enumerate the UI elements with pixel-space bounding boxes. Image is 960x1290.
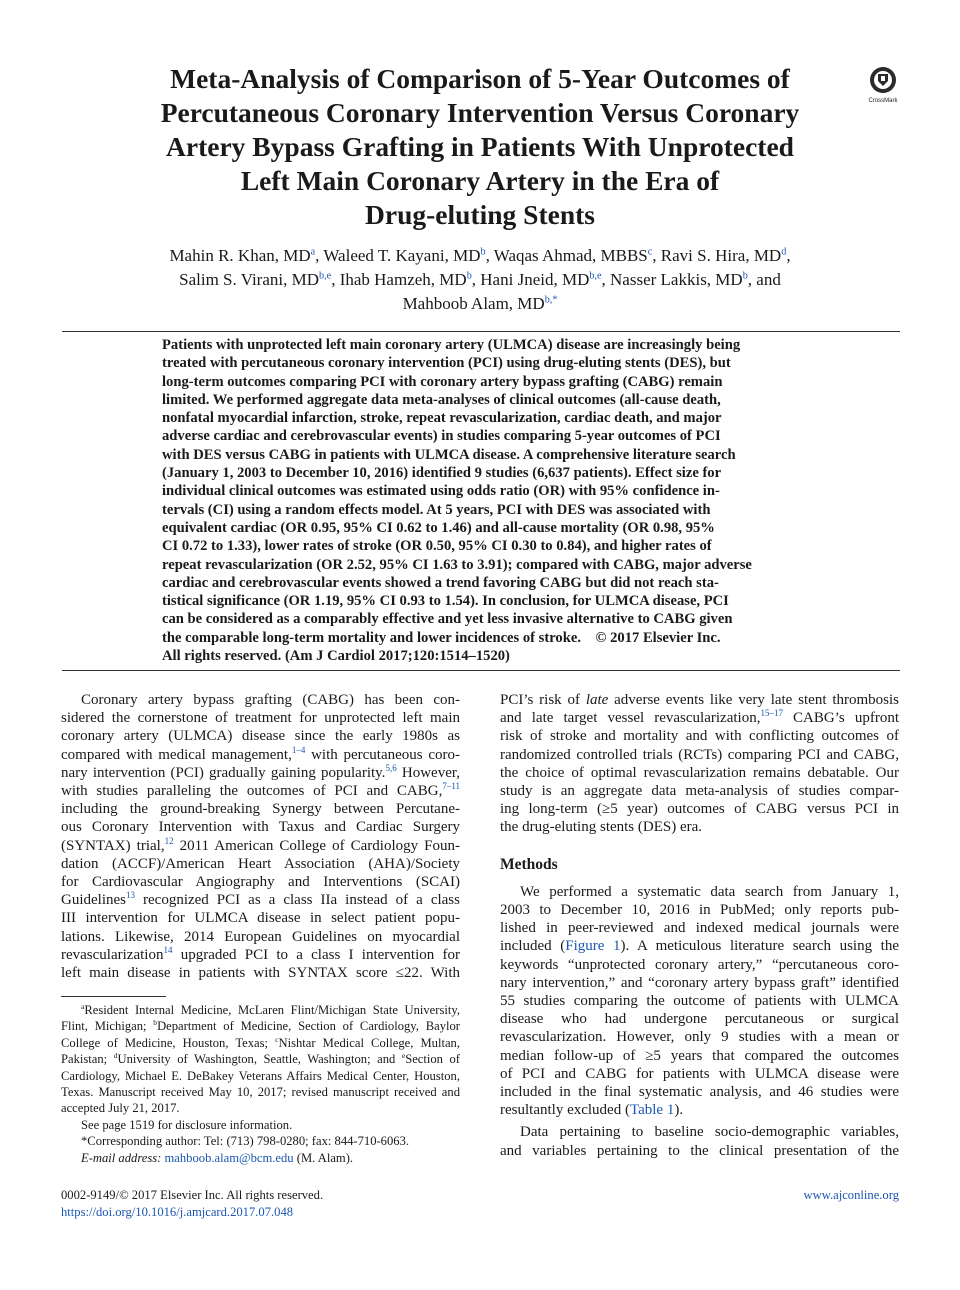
affiliation-ref[interactable]: c <box>647 246 653 258</box>
abstract-line: adverse cardiac and cerebrovascular events) in studies comparing 5-year outcomes of PCI <box>162 428 721 445</box>
title-line: Artery Bypass Grafting in Patients With Unprotected <box>166 131 794 162</box>
text-segment: with percutaneous coro- <box>305 746 460 763</box>
abstract-line: (January 1, 2003 to December 10, 2016) identified 9 studies (6,637 patients). Effect size for <box>162 465 722 482</box>
text-line: lished in peer-reviewed and indexed medical journals were <box>500 920 899 937</box>
author-name: Waqas Ahmad, MBBS <box>493 246 648 265</box>
text-line: left main disease in patients with SYNTAX score ≤22. With <box>61 965 460 982</box>
footnote-rule <box>61 996 166 997</box>
abstract-line: with DES versus CABG in patients with ULMCA disease. A comprehensive literature search <box>162 446 736 463</box>
text-segment: ). A meticulous literature search using the <box>620 938 899 955</box>
text-line: 55 studies comparing the outcome of patients with ULMCA <box>500 993 899 1010</box>
text-line: nary intervention,” and “coronary artery bypass graft” identified <box>500 974 899 991</box>
affiliation-ref[interactable]: b,e <box>589 270 602 282</box>
affiliation-ref[interactable]: b <box>742 270 748 282</box>
figure-link[interactable]: Figure 1 <box>565 938 621 955</box>
doi-link[interactable]: https://doi.org/10.1016/j.amjcard.2017.07.048 <box>61 1204 294 1219</box>
issn-copyright: 0002-9149/© 2017 Elsevier Inc. All rights reserved. <box>61 1188 324 1202</box>
abstract-line: cardiac and cerebrovascular events showed a trend favoring CABG but did not reach sta- <box>162 574 719 591</box>
footnote-line: accepted July 21, 2017. <box>61 1101 180 1116</box>
text-line: the choice of optimal revascularization remains debatable. Our <box>500 764 899 781</box>
abstract-line: individual clinical outcomes was estimated using odds ratio (OR) with 95% confidence in- <box>162 483 720 500</box>
text-segment: Guidelines <box>61 892 126 909</box>
email-label: E-mail address: <box>81 1150 162 1165</box>
abstract-line: nonfatal myocardial infarction, stroke, repeat revascularization, cardiac death, and major <box>162 410 722 427</box>
text-line: coronary artery (ULMCA) disease since the early 1980s as <box>61 728 460 745</box>
title-line: Meta-Analysis of Comparison of 5-Year Outcomes of <box>170 63 790 94</box>
abstract-line: long-term outcomes comparing PCI with coronary artery bypass grafting (CABG) remain <box>162 373 723 390</box>
author-name: Hani Jneid, MD <box>480 270 590 289</box>
affiliation-mark: b <box>153 1018 158 1028</box>
table-link[interactable]: Table 1 <box>629 1102 675 1119</box>
abstract-line: tervals (CI) using a random effects model. At 5 years, PCI with DES was associated with <box>162 501 711 518</box>
footnote-line: *Corresponding author: Tel: (713) 798-0280; fax: 844-710-6063. <box>81 1134 410 1149</box>
affiliation-footnotes <box>61 1002 460 1166</box>
text-segment: with studies paralleling the outcomes of PCI and CABG, <box>61 783 443 800</box>
text-line <box>500 709 899 727</box>
text-line: sidered the cornerstone of treatment for unprotected left main <box>61 710 460 727</box>
citation-link[interactable]: 12 <box>164 835 174 846</box>
author-list <box>60 244 900 316</box>
affiliation-ref[interactable]: a <box>310 246 316 258</box>
text-line <box>61 764 460 782</box>
separator: , <box>601 270 611 289</box>
text-segment: PCI’s risk of <box>500 692 586 708</box>
footnote-line: Cardiology, Michael E. DeBakey Veterans Affairs Medical Center, Houston, <box>61 1068 460 1083</box>
text-line: including the ground-breaking Synergy between Percutane- <box>61 801 460 818</box>
author-name: Salim S. Virani, MD <box>179 270 320 289</box>
text-line: We performed a systematic data search from January 1, <box>520 883 899 900</box>
title-line: Left Main Coronary Artery in the Era of <box>240 165 720 196</box>
footnote-line <box>61 1018 460 1034</box>
citation-link[interactable]: 5,6 <box>385 762 397 773</box>
footnote-line <box>61 1051 460 1067</box>
separator: , <box>315 246 324 265</box>
abstract-line: equivalent cardiac (OR 0.95, 95% CI 0.62 to 1.46) and all-cause mortality (OR 0.98, 95% <box>162 519 715 536</box>
text-line: keywords “unprotected coronary artery,” “percutaneous coro- <box>500 956 899 973</box>
text-line: of PCI and CABG for patients with ULMCA disease were <box>500 1065 899 1082</box>
footer-left <box>61 1187 323 1220</box>
article-title <box>100 62 860 232</box>
text-line <box>61 837 460 855</box>
text-segment: compared with medical management, <box>61 746 292 763</box>
text-line: Data pertaining to baseline socio-demographic variables, <box>520 1124 899 1141</box>
text-segment: CABG’s upfront <box>782 710 899 727</box>
crossmark-icon <box>869 66 897 94</box>
title-line: Percutaneous Coronary Intervention Versus Coronary <box>160 97 800 128</box>
text-line: Coronary artery bypass grafting (CABG) has been con- <box>81 692 460 708</box>
text-line <box>61 782 460 800</box>
text-segment: nary intervention (PCI) gradually gaining popularity. <box>61 764 386 781</box>
text-line: for Cardiovascular Angiography and Interventions (SCAI) <box>61 874 460 891</box>
text-line: 2003 to December 10, 2016 in PubMed; only reports pub- <box>500 902 899 919</box>
affiliation-mark: a <box>81 1001 85 1011</box>
text-segment: Nishtar Medical College, Multan, <box>278 1035 460 1050</box>
abstract-line: the comparable long-term mortality and lower incidences of stroke. © 2017 Elsevier Inc. <box>162 629 721 646</box>
separator: , <box>652 246 661 265</box>
footnote-line: Texas. Manuscript received May 10, 2017; revised manuscript received and <box>61 1085 460 1100</box>
affiliation-ref[interactable]: b <box>480 246 486 258</box>
affiliation-ref[interactable]: b <box>466 270 472 282</box>
text-line: risk of stroke and mortality and with conflicting outcomes of <box>500 728 899 745</box>
text-line: median follow-up of ≥5 years that compared the outcomes <box>500 1047 899 1064</box>
citation-link[interactable]: 13 <box>126 890 135 901</box>
separator: , <box>485 246 494 265</box>
separator: , <box>331 270 340 289</box>
text-segment: University of Washington, Seattle, Washington; and <box>117 1052 402 1067</box>
crossmark-badge[interactable] <box>866 66 900 104</box>
text-segment: revascularization <box>61 946 164 963</box>
footnote-line <box>61 1002 460 1018</box>
text-line <box>61 746 460 764</box>
journal-website-link[interactable]: www.ajconline.org <box>803 1188 899 1202</box>
footnote-line: See page 1519 for disclosure information. <box>81 1117 293 1132</box>
footer-right <box>804 1187 899 1204</box>
section-heading-methods: Methods <box>500 855 558 873</box>
corresponding-author-mark[interactable]: * <box>552 294 558 306</box>
text-segment: adverse events like very late stent thrombosis <box>608 692 899 708</box>
text-segment: College of Medicine, Houston, Texas; <box>61 1035 276 1050</box>
citation-link[interactable]: 14 <box>163 944 173 955</box>
author-name: Nasser Lakkis, MD <box>610 270 743 289</box>
text-segment: 2011 American College of Cardiology Foun- <box>173 837 461 854</box>
abstract-line: treated with percutaneous coronary intervention (PCI) using drug-eluting stents (DES), but <box>162 355 731 372</box>
citation-link[interactable]: 7–11 <box>442 781 460 792</box>
author-name: Mahin R. Khan, MD <box>169 246 311 265</box>
text-line <box>500 1101 899 1119</box>
affiliation-mark: c <box>275 1034 279 1044</box>
citation-link[interactable]: 15–17 <box>760 708 783 719</box>
text-line: lations. Likewise, 2014 European Guidelines on myocardial <box>61 928 460 945</box>
text-segment: Resident Internal Medicine, McLaren Flint/Michigan State University, <box>84 1003 460 1017</box>
affiliation-mark: d <box>113 1051 118 1061</box>
email-link[interactable]: mahboob.alam@bcm.edu <box>164 1150 294 1165</box>
crossmark-label: CrossMark <box>868 98 898 104</box>
text-segment: and late target vessel revascularization, <box>500 710 761 727</box>
text-line: dation (ACCF)/American Heart Association (AHA)/Society <box>61 855 460 872</box>
abstract-line: repeat revascularization (OR 2.52, 95% CI 1.63 to 3.91); compared with CABG, major adverse <box>162 556 752 573</box>
text-segment: Department of Medicine, Section of Cardiology, Baylor <box>157 1019 460 1034</box>
abstract-line: tistical significance (OR 1.19, 95% CI 0.93 to 1.54). In conclusion, for ULMCA disease, PCI <box>162 593 729 610</box>
text-segment: However, <box>396 764 460 781</box>
text-segment: ). <box>674 1102 684 1119</box>
text-line: and variables pertaining to the clinical presentation of the <box>500 1142 899 1159</box>
text-segment: Pakistan; <box>61 1052 114 1067</box>
text-line: disease who had undergone percutaneous or surgical <box>500 1011 899 1028</box>
body-column-right <box>500 691 899 1160</box>
title-line: Drug-eluting Stents <box>365 199 595 230</box>
text-line: revascularization. However, only 9 studies with a mean or <box>500 1029 899 1046</box>
abstract-line: can be considered as a comparably effective and yet less invasive alternative to CABG given <box>162 611 733 628</box>
separator: , and <box>747 270 781 289</box>
separator: , <box>471 270 481 289</box>
affiliation-mark: e <box>401 1051 406 1061</box>
footnote-line <box>61 1035 460 1051</box>
text-segment: (SYNTAX) trial, <box>61 837 165 854</box>
affiliation-ref[interactable]: b, <box>544 294 553 306</box>
text-line: ing long-term (≥5 year) outcomes of CABG versus PCI in <box>500 801 899 818</box>
author-line <box>60 244 900 268</box>
text-segment: included ( <box>500 938 566 955</box>
text-line: ous Coronary Intervention with Taxus and Cardiac Surgery <box>61 819 460 836</box>
abstract-line: Patients with unprotected left main coronary artery (ULMCA) disease are increasingly being <box>162 337 741 353</box>
text-line: randomized controlled trials (RCTs) comparing PCI and CABG, <box>500 746 899 763</box>
text-segment: recognized PCI as a class IIa instead of a class <box>135 892 460 909</box>
author-name: Ihab Hamzeh, MD <box>339 270 467 289</box>
affiliation-ref[interactable]: d <box>781 246 787 258</box>
abstract-line: CI 0.72 to 1.33), lower rates of stroke (OR 0.50, 95% CI 0.30 to 0.84), and higher rates of <box>162 538 712 555</box>
author-name: Waleed T. Kayani, MD <box>323 246 481 265</box>
abstract-line: limited. We performed aggregate data meta-analyses of clinical outcomes (all-cause death, <box>162 391 721 408</box>
author-name: Mahboob Alam, MD <box>402 294 545 313</box>
separator: , <box>786 246 791 265</box>
text-segment: Flint, Michigan; <box>61 1019 154 1034</box>
affiliation-ref[interactable]: b,e <box>319 270 332 282</box>
abstract-top-rule <box>62 331 900 332</box>
text-line: included in the final systematic analysis, and 46 studies were <box>500 1084 899 1101</box>
text-line <box>61 891 460 909</box>
abstract-bottom-rule <box>62 670 900 671</box>
text-segment: (M. Alam). <box>293 1150 354 1165</box>
text-segment: late <box>585 692 609 708</box>
text-segment: Section of <box>405 1052 461 1067</box>
author-line <box>60 292 900 316</box>
text-line: III intervention for ULMCA disease in select patient popu- <box>61 910 460 927</box>
text-line: the drug-eluting stents (DES) era. <box>500 819 703 836</box>
body-column-left <box>61 691 460 982</box>
text-line: study is an aggregate data meta-analysis of studies compar- <box>500 783 899 800</box>
abstract <box>162 336 798 665</box>
footnote-line <box>61 1150 460 1166</box>
text-segment: resultantly excluded ( <box>500 1102 630 1119</box>
citation-link[interactable]: 1–4 <box>291 744 306 755</box>
text-line <box>61 946 460 964</box>
text-segment: upgraded PCI to a class I intervention for <box>172 946 460 963</box>
text-line <box>500 691 899 709</box>
abstract-line: All rights reserved. (Am J Cardiol 2017;120:1514–1520) <box>162 648 510 665</box>
author-name: Ravi S. Hira, MD <box>660 246 782 265</box>
text-line <box>500 937 899 955</box>
author-line <box>60 268 900 292</box>
